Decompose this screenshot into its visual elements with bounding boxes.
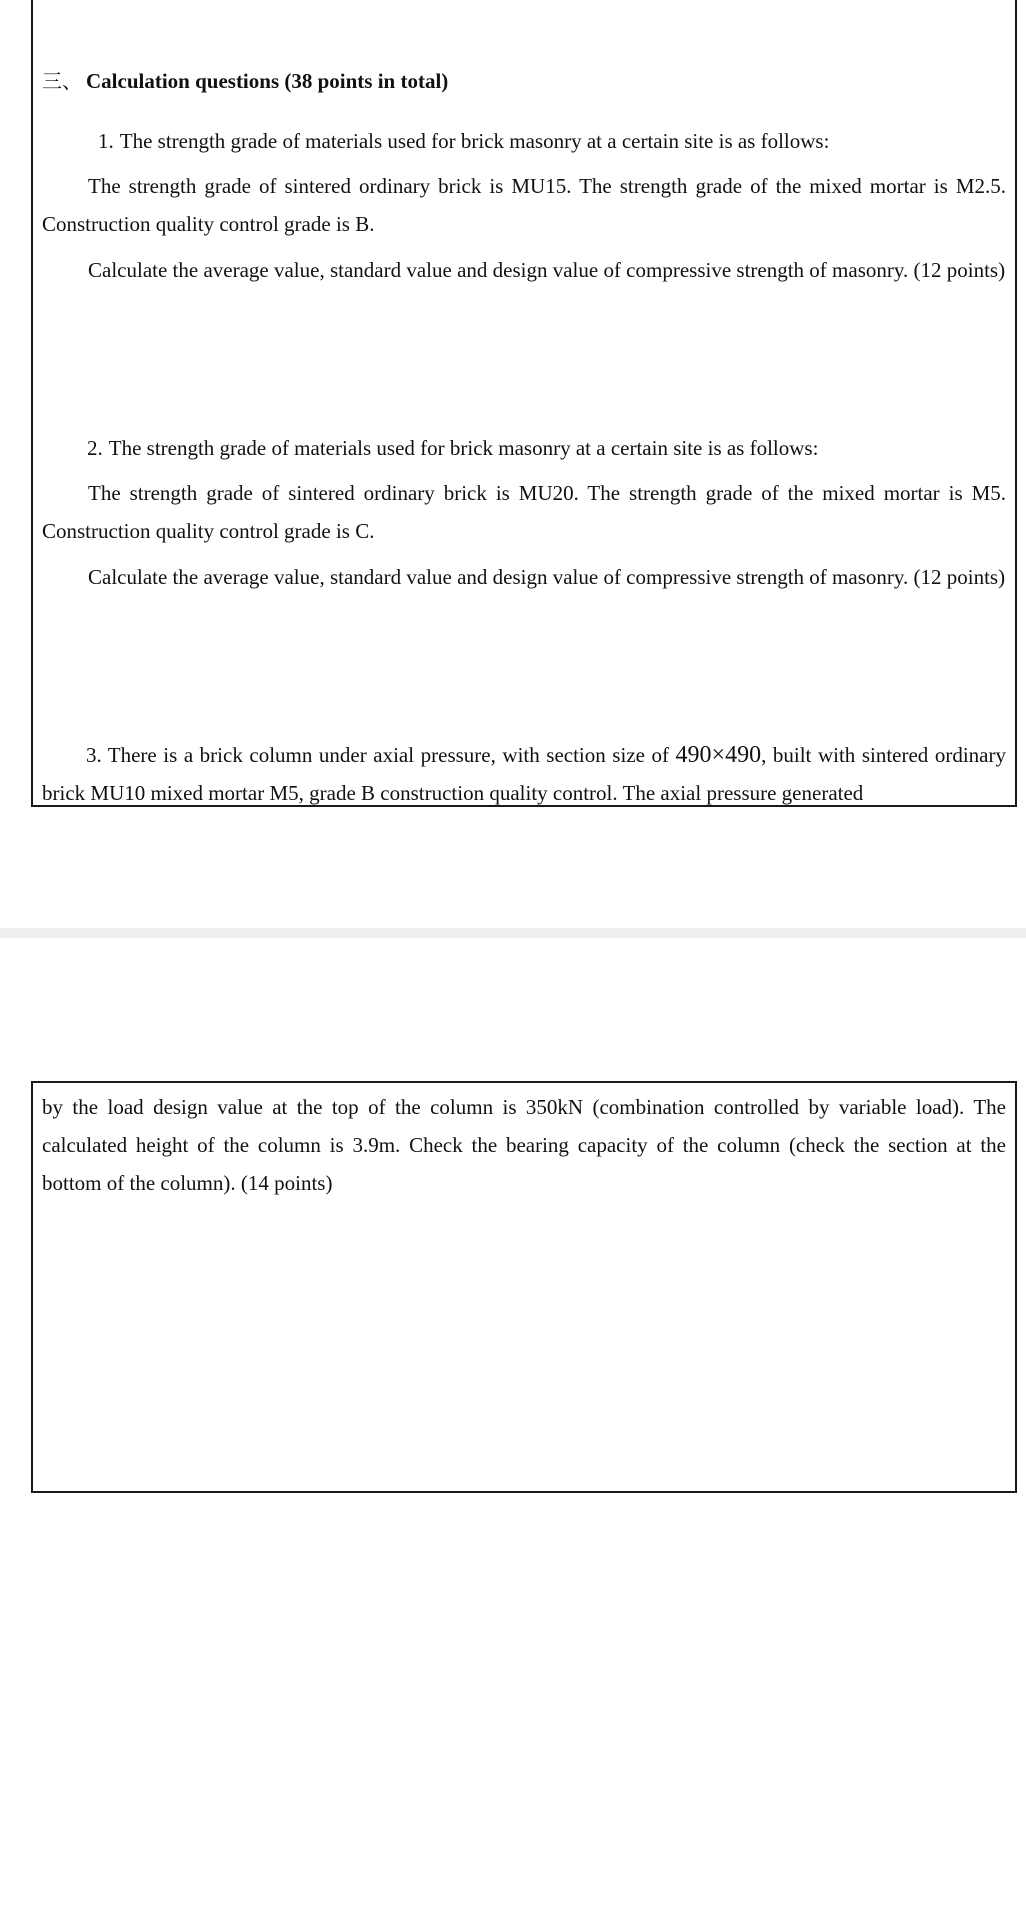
page-separator xyxy=(0,928,1026,938)
question-3-continuation: by the load design value at the top of the column is 350kN (combination controlled by variable load). The calculated height of the column is 3.9m. Check the bearing capacity of the column (check the section at the bottom of the column). (14 points) xyxy=(42,1095,1006,1195)
question-1-number: 1. xyxy=(98,129,114,153)
question-3-text-before: There is a brick column under axial pressure, with section size of xyxy=(107,743,669,767)
question-1-intro xyxy=(98,122,829,160)
question-1-intro-text: The strength grade of materials used for brick masonry at a certain site is as follows: xyxy=(119,129,830,153)
question-2-conditions: The strength grade of sintered ordinary brick is MU20. The strength grade of the mixed mortar is M5. Construction quality control grade is C. xyxy=(42,481,1006,543)
question-1-conditions: The strength grade of sintered ordinary brick is MU15. The strength grade of the mixed mortar is M2.5. Construction quality control grade is B. xyxy=(42,174,1006,236)
section-title-text: Calculation questions (38 points in total) xyxy=(86,69,449,93)
question-1-task: Calculate the average value, standard value and design value of compressive strength of masonry. (12 points) xyxy=(88,258,1006,282)
section-size-formula: 490×490 xyxy=(675,742,762,768)
question-3-number: 3. xyxy=(86,743,102,767)
question-3-text xyxy=(42,736,1006,812)
question-3-text-after: , built with sintered ordinary brick MU10 mixed mortar M5, grade B construction quality control. The axial pressure generated xyxy=(42,743,1006,805)
question-2-intro xyxy=(87,429,818,467)
question-2-task: Calculate the average value, standard value and design value of compressive strength of masonry. (12 points) xyxy=(88,565,1006,589)
section-number: 三、 xyxy=(42,69,82,93)
section-heading xyxy=(42,66,448,96)
question-2-intro-text: The strength grade of materials used for brick masonry at a certain site is as follows: xyxy=(108,436,819,460)
question-2-number: 2. xyxy=(87,436,103,460)
